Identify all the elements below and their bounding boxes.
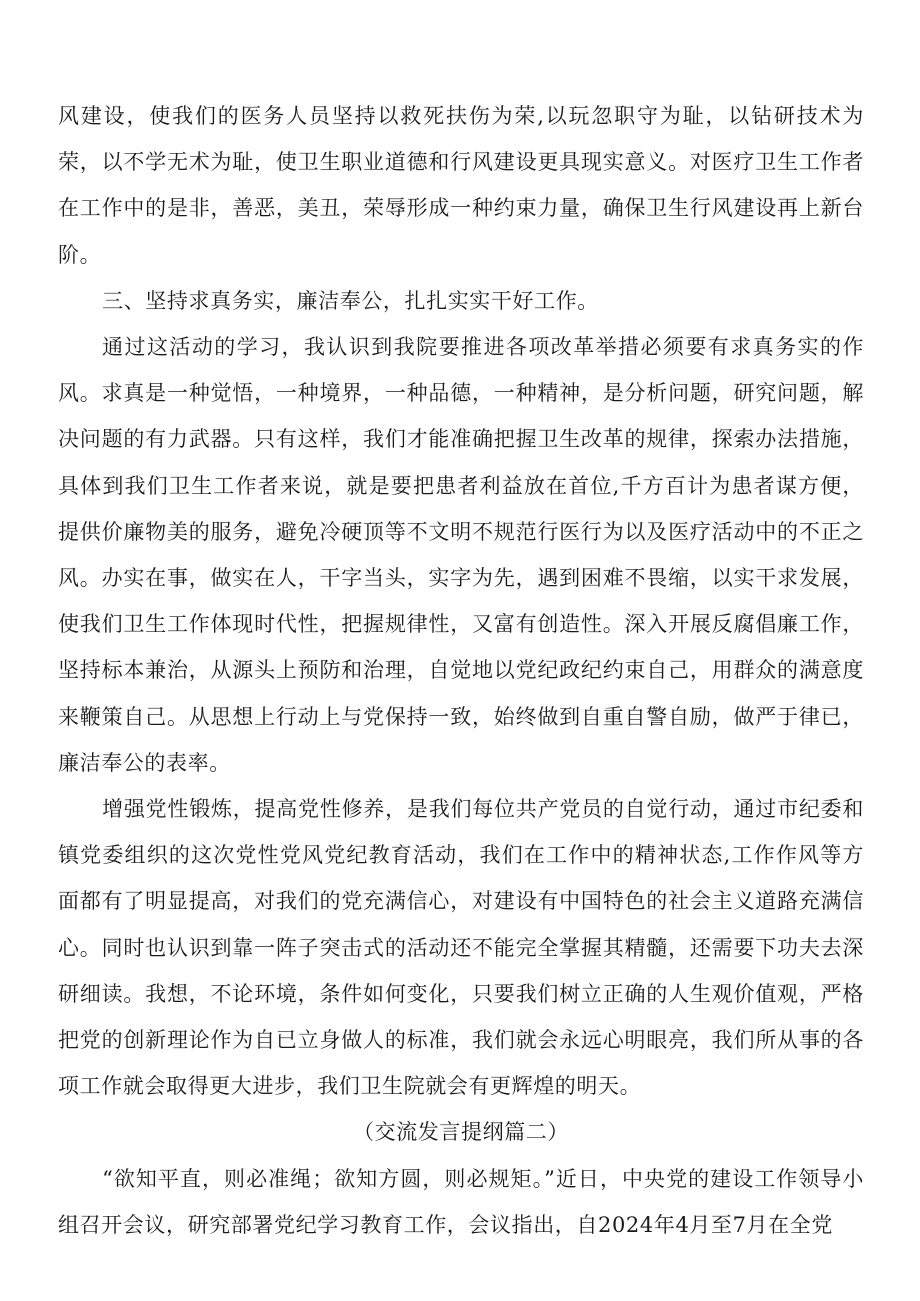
paragraph-opening-quote: “欲知平直，则必准绳；欲知方圆，则必规矩。”近日，中央党的建设工作领导小组召开会议，研究部署党纪学习教育工作，会议指出，自2024年4月至7月在全党 (58, 1166, 864, 1237)
document-body (58, 93, 864, 1248)
section-subtitle: （交流发言提纲篇二） (353, 1120, 569, 1145)
section-heading: 三、坚持求真务实，廉洁奉公，扎扎实实干好工作。 (102, 288, 599, 313)
paragraph-seek-truth: 通过这活动的学习，我认识到我院要推进各项改革举措必须要有求真务实的作风。求真是一种觉悟，一种境界，一种品德，一种精神，是分析问题，研究问题，解决问题的有力武器。只有这样，我们才能准确把握卫生改革的规律，探索办法措施，具体到我们卫生工作者来说，就是要把患者利益放在首位,千方百计为患者谋方便，提供价廉物美的服务，避免冷硬顶等不文明不规范行医行为以及医疗活动中的不正之风。办实在事，做实在人，干字当头，实字为先，遇到困难不畏缩，以实干求发展，使我们卫生工作体现时代性，把握规律性，又富有创造性。深入开展反腐倡廉工作，坚持标本兼治，从源头上预防和治理，自觉地以党纪政纪约束自己，用群众的满意度来鞭策自己。从思想上行动上与党保持一致，始终做到自重自警自励，做严于律已，廉洁奉公的表率。 (58, 335, 864, 775)
paragraph-party-spirit: 增强党性锻炼，提高党性修养，是我们每位共产党员的自觉行动，通过市纪委和镇党委组织的这次党性党风党纪教育活动，我们在工作中的精神状态,工作作风等方面都有了明显提高，对我们的党充满信心，对建设有中国特色的社会主义道路充满信心。同时也认识到靠一阵子突击式的活动还不能完全掌握其精髓，还需要下功夫去深研细读。我想，不论环境，条件如何变化，只要我们树立正确的人生观价值观，严格把党的创新理论作为自已立身做人的标准，我们就会永远心明眼亮，我们所从事的各项工作就会取得更大进步，我们卫生院就会有更辉煌的明天。 (58, 797, 864, 1099)
paragraph-continuation: 风建设，使我们的医务人员坚持以救死扶伤为荣,以玩忽职守为耻，以钻研技术为荣，以不学无术为耻，使卫生职业道德和行风建设更具现实意义。对医疗卫生工作者在工作中的是非，善恶，美丑，荣辱形成一种约束力量，确保卫生行风建设再上新台阶。 (58, 104, 864, 267)
